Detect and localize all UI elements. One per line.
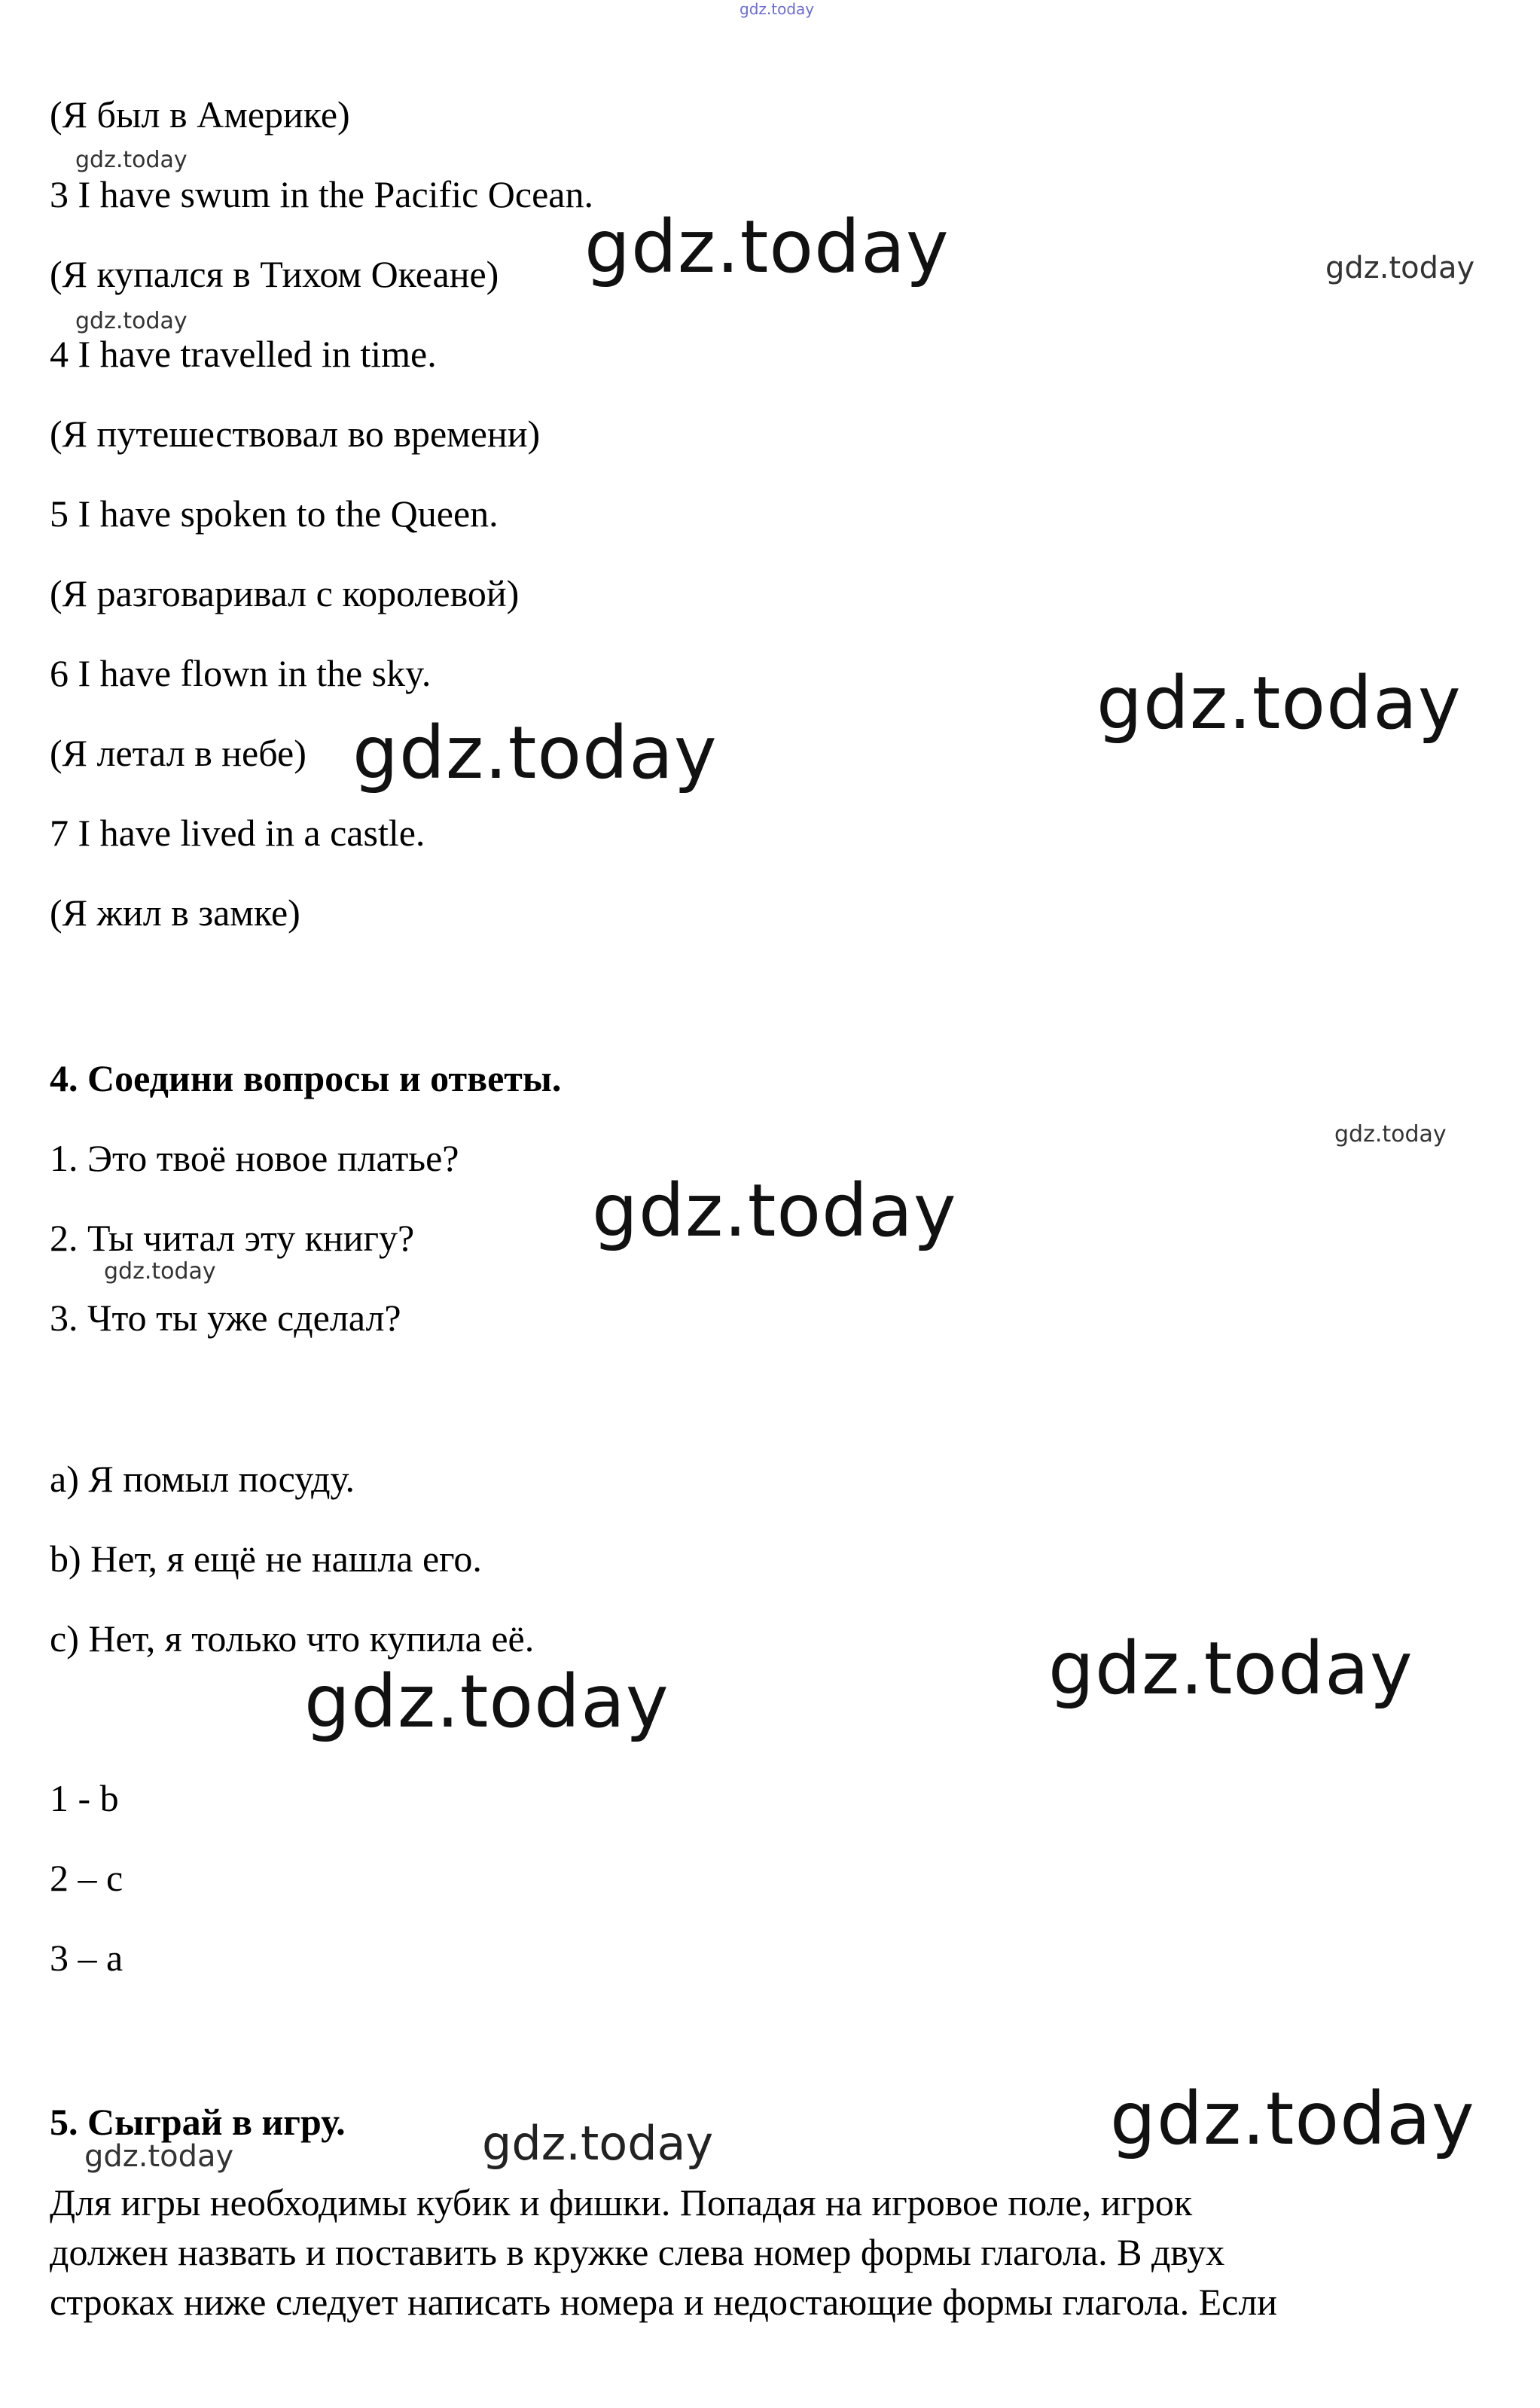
line-sentence-4: 4 I have travelled in time. — [50, 333, 437, 375]
watermark-small-5: gdz.today — [104, 1258, 216, 1285]
section-5-paragraph-line-1: Для игры необходимы кубик и фишки. Попадая на игровое поле, игрок — [50, 2181, 1193, 2224]
watermark-large-2: gdz.today — [1096, 661, 1462, 745]
watermark-small-3: gdz.today — [75, 308, 188, 334]
question-2: 2. Ты читал эту книгу? — [50, 1217, 415, 1259]
line-sentence-6: 6 I have flown in the sky. — [50, 652, 432, 694]
watermark-large-6: gdz.today — [304, 1660, 669, 1744]
line-sentence-5: 5 I have spoken to the Queen. — [50, 492, 499, 535]
line-translation-3: (Я купался в Тихом Океане) — [50, 253, 499, 295]
watermark-medium-1: gdz.today — [482, 2116, 714, 2171]
section-5-paragraph-line-2: должен назвать и поставить в кружке слева номер формы глагола. В двух — [50, 2231, 1225, 2273]
section-4-title: 4. Соедини вопросы и ответы. — [50, 1057, 562, 1099]
watermark-large-7: gdz.today — [1110, 2077, 1475, 2161]
watermark-large-3: gdz.today — [352, 711, 718, 795]
line-translation-7: (Я жил в замке) — [50, 892, 300, 934]
answer-c: c) Нет, я только что купила её. — [50, 1617, 535, 1660]
watermark-small-1: gdz.today — [75, 147, 188, 173]
watermark-large-5: gdz.today — [1048, 1626, 1413, 1711]
watermark-large-4: gdz.today — [592, 1169, 957, 1253]
question-3: 3. Что ты уже сделал? — [50, 1297, 401, 1339]
watermark-large-1: gdz.today — [584, 205, 950, 289]
line-sentence-3: 3 I have swum in the Pacific Ocean. — [50, 173, 593, 215]
watermark-small-4: gdz.today — [1334, 1121, 1447, 1148]
match-2: 2 – c — [50, 1857, 124, 1899]
answer-a: a) Я помыл посуду. — [50, 1458, 355, 1500]
section-5-title: 5. Сыграй в игру. — [50, 2101, 346, 2143]
answer-b: b) Нет, я ещё не нашла его. — [50, 1538, 482, 1580]
line-sentence-7: 7 I have lived in a castle. — [50, 812, 425, 854]
question-1: 1. Это твоё новое платье? — [50, 1137, 459, 1179]
watermark-small-6: gdz.today — [84, 2139, 234, 2174]
section-5-paragraph-line-3: строках ниже следует написать номера и недостающие формы глагола. Если — [50, 2281, 1278, 2323]
match-1: 1 - b — [50, 1777, 119, 1819]
match-3: 3 – a — [50, 1937, 124, 1979]
line-translation-5: (Я разговаривал с королевой) — [50, 572, 520, 614]
watermark-top: gdz.today — [740, 0, 815, 18]
line-translation-6: (Я летал в небе) — [50, 732, 306, 774]
watermark-small-2: gdz.today — [1325, 251, 1475, 285]
line-translation-4: (Я путешествовал во времени) — [50, 413, 541, 455]
line-translation-1: (Я был в Америке) — [50, 93, 350, 136]
